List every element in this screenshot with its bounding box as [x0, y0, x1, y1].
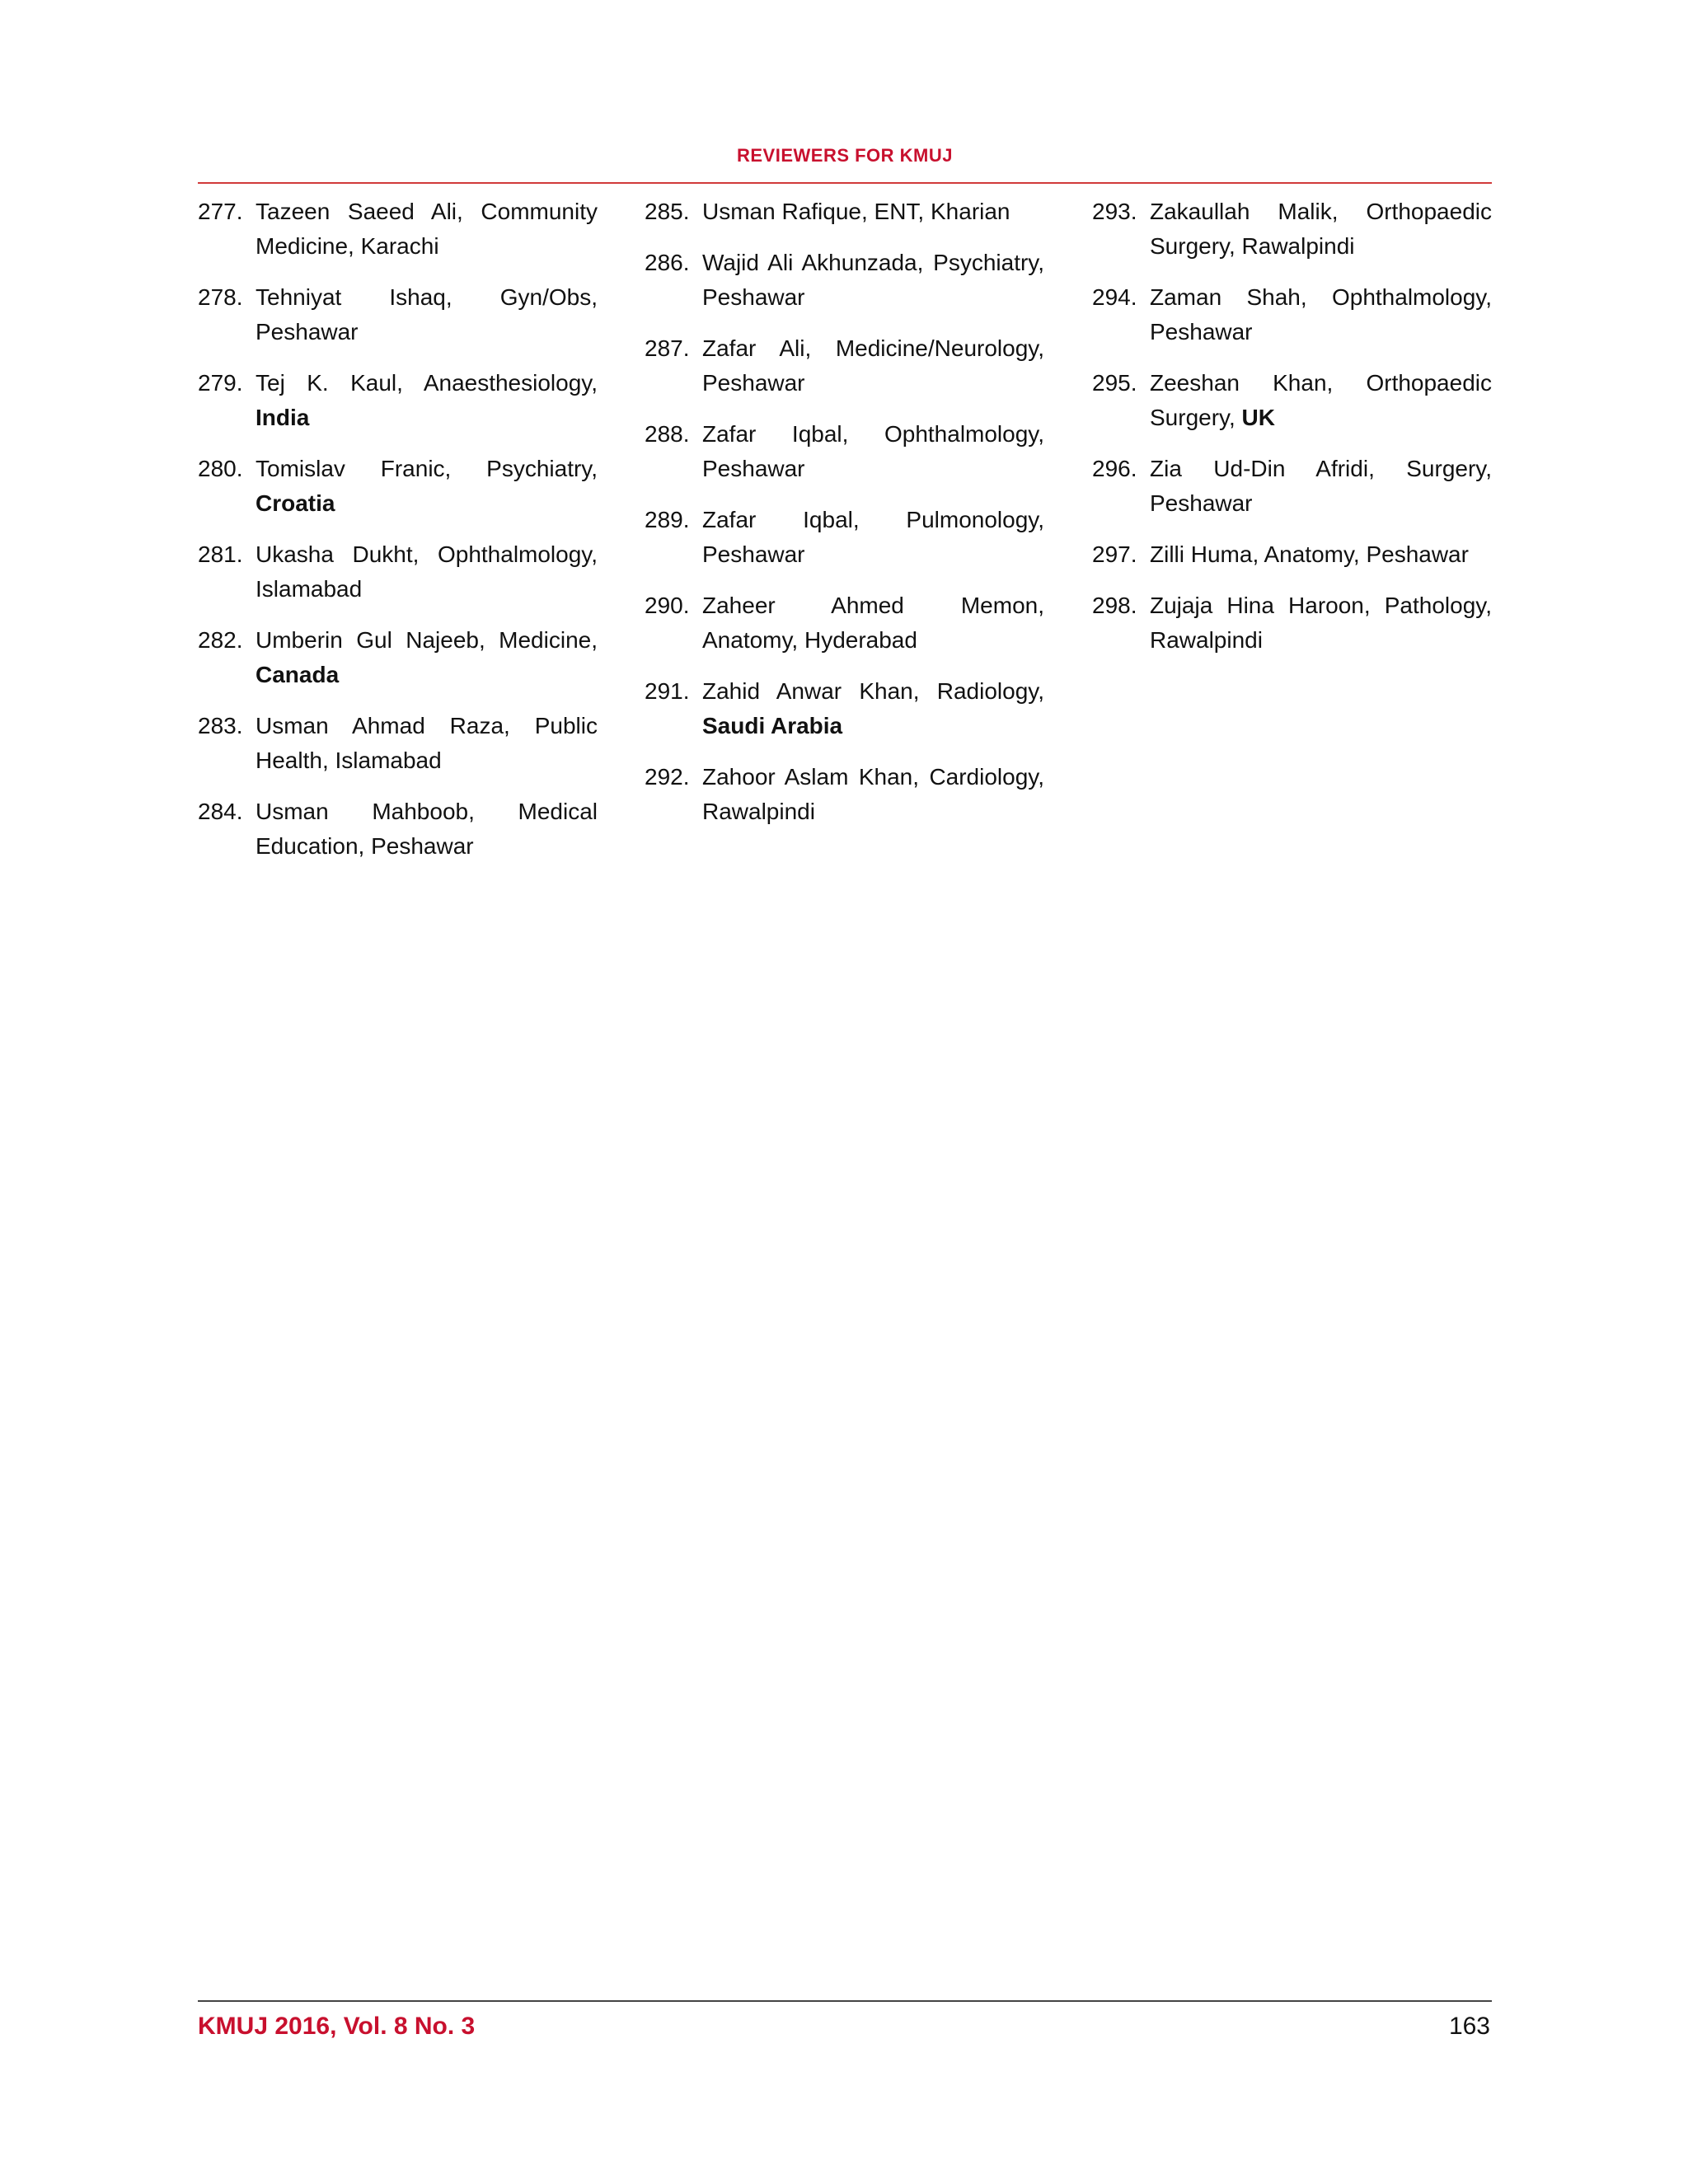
entry-text [1150, 537, 1492, 572]
reviewer-entry [198, 452, 598, 521]
entry-text [702, 417, 1044, 486]
entry-number: 281. [198, 541, 243, 567]
reviewer-column-3 [1092, 194, 1492, 674]
entry-details: Zia Ud-Din Afridi, Surgery, Peshawar [1150, 456, 1492, 516]
entry-text [1150, 588, 1492, 658]
reviewer-column-1 [198, 194, 598, 880]
entry-number: 285. [645, 199, 690, 224]
reviewer-entry [1092, 588, 1492, 658]
journal-citation: KMUJ 2016, Vol. 8 No. 3 [198, 2013, 476, 2040]
entry-number: 289. [645, 507, 690, 532]
entry-text [702, 246, 1044, 315]
entry-details: Zaman Shah, Ophthalmology, Peshawar [1150, 284, 1492, 344]
reviewer-entry [198, 280, 598, 349]
entry-number: 280. [198, 456, 243, 481]
entry-number: 290. [645, 593, 690, 618]
reviewer-entry [1092, 194, 1492, 264]
entry-text [256, 280, 598, 349]
running-header: REVIEWERS FOR KMUJ [736, 145, 954, 166]
entry-number: 283. [198, 713, 243, 738]
reviewer-entry [645, 503, 1044, 572]
header-rule [198, 182, 1492, 184]
entry-text [256, 452, 598, 521]
reviewer-entry [645, 588, 1044, 658]
entry-text [256, 709, 598, 778]
entry-country: India [256, 405, 310, 430]
reviewer-entry [1092, 452, 1492, 521]
entry-details: Wajid Ali Akhunzada, Psychiatry, Peshawar [702, 250, 1044, 310]
entry-text [256, 366, 598, 435]
entry-text [256, 537, 598, 607]
reviewer-entry [645, 194, 1044, 229]
entry-text [1150, 194, 1492, 264]
reviewer-column-2 [645, 194, 1044, 846]
entry-text [1150, 280, 1492, 349]
entry-number: 277. [198, 199, 243, 224]
entry-text [702, 760, 1044, 829]
reviewer-entry [1092, 366, 1492, 435]
entry-text [702, 503, 1044, 572]
reviewer-entry [198, 623, 598, 692]
entry-number: 294. [1092, 284, 1137, 310]
entry-text [702, 674, 1044, 743]
entry-number: 298. [1092, 593, 1137, 618]
entry-number: 291. [645, 678, 690, 704]
reviewer-entry [198, 537, 598, 607]
footer-rule [198, 2000, 1492, 2002]
reviewer-entry [1092, 280, 1492, 349]
entry-number: 278. [198, 284, 243, 310]
entry-country: Saudi Arabia [702, 713, 843, 738]
entry-details: Zafar Iqbal, Pulmonology, Peshawar [702, 507, 1044, 567]
entry-number: 288. [645, 421, 690, 447]
entry-details: Tazeen Saeed Ali, Community Medicine, Karachi [256, 199, 598, 259]
entry-details: Zujaja Hina Haroon, Pathology, Rawalpindi [1150, 593, 1492, 653]
entry-details: Umberin Gul Najeeb, Medicine, [256, 627, 598, 653]
reviewer-entry [645, 674, 1044, 743]
entry-country: Croatia [256, 490, 335, 516]
entry-details: Zafar Ali, Medicine/Neurology, Peshawar [702, 335, 1044, 396]
entry-details: Zaheer Ahmed Memon, Anatomy, Hyderabad [702, 593, 1044, 653]
entry-number: 286. [645, 250, 690, 275]
entry-text [256, 794, 598, 864]
entry-text [702, 331, 1044, 401]
page-number: 163 [1448, 2013, 1490, 2040]
reviewer-entry [645, 760, 1044, 829]
entry-number: 279. [198, 370, 243, 396]
reviewer-entry [198, 366, 598, 435]
entry-country: UK [1241, 405, 1275, 430]
entry-details: Zafar Iqbal, Ophthalmology, Peshawar [702, 421, 1044, 481]
entry-number: 295. [1092, 370, 1137, 396]
entry-details: Tehniyat Ishaq, Gyn/Obs, Peshawar [256, 284, 598, 344]
entry-details: Usman Ahmad Raza, Public Health, Islamabad [256, 713, 598, 773]
entry-number: 284. [198, 799, 243, 824]
entry-details: Zahid Anwar Khan, Radiology, [702, 678, 1044, 704]
entry-text [256, 623, 598, 692]
entry-number: 282. [198, 627, 243, 653]
entry-number: 297. [1092, 541, 1137, 567]
entry-details: Zilli Huma, Anatomy, Peshawar [1150, 541, 1469, 567]
reviewer-entry [645, 331, 1044, 401]
entry-number: 292. [645, 764, 690, 790]
reviewer-entry [198, 194, 598, 264]
entry-number: 293. [1092, 199, 1137, 224]
entry-text [256, 194, 598, 264]
entry-number: 287. [645, 335, 690, 361]
entry-details: Usman Mahboob, Medical Education, Peshawar [256, 799, 598, 859]
entry-text [1150, 452, 1492, 521]
reviewer-entry [645, 417, 1044, 486]
entry-details: Ukasha Dukht, Ophthalmology, Islamabad [256, 541, 598, 602]
entry-details: Zeeshan Khan, Orthopaedic Surgery, [1150, 370, 1492, 430]
entry-country: Canada [256, 662, 340, 687]
reviewer-entry [1092, 537, 1492, 572]
entry-details: Tej K. Kaul, Anaesthesiology, [256, 370, 598, 396]
entry-text [1150, 366, 1492, 435]
entry-details: Zakaullah Malik, Orthopaedic Surgery, Rawalpindi [1150, 199, 1492, 259]
reviewer-entry [198, 709, 598, 778]
entry-text [702, 588, 1044, 658]
reviewer-entry [645, 246, 1044, 315]
reviewer-entry [198, 794, 598, 864]
entry-details: Usman Rafique, ENT, Kharian [702, 199, 1010, 224]
entry-details: Zahoor Aslam Khan, Cardiology, Rawalpindi [702, 764, 1044, 824]
entry-details: Tomislav Franic, Psychiatry, [256, 456, 598, 481]
entry-number: 296. [1092, 456, 1137, 481]
entry-text [702, 194, 1044, 229]
